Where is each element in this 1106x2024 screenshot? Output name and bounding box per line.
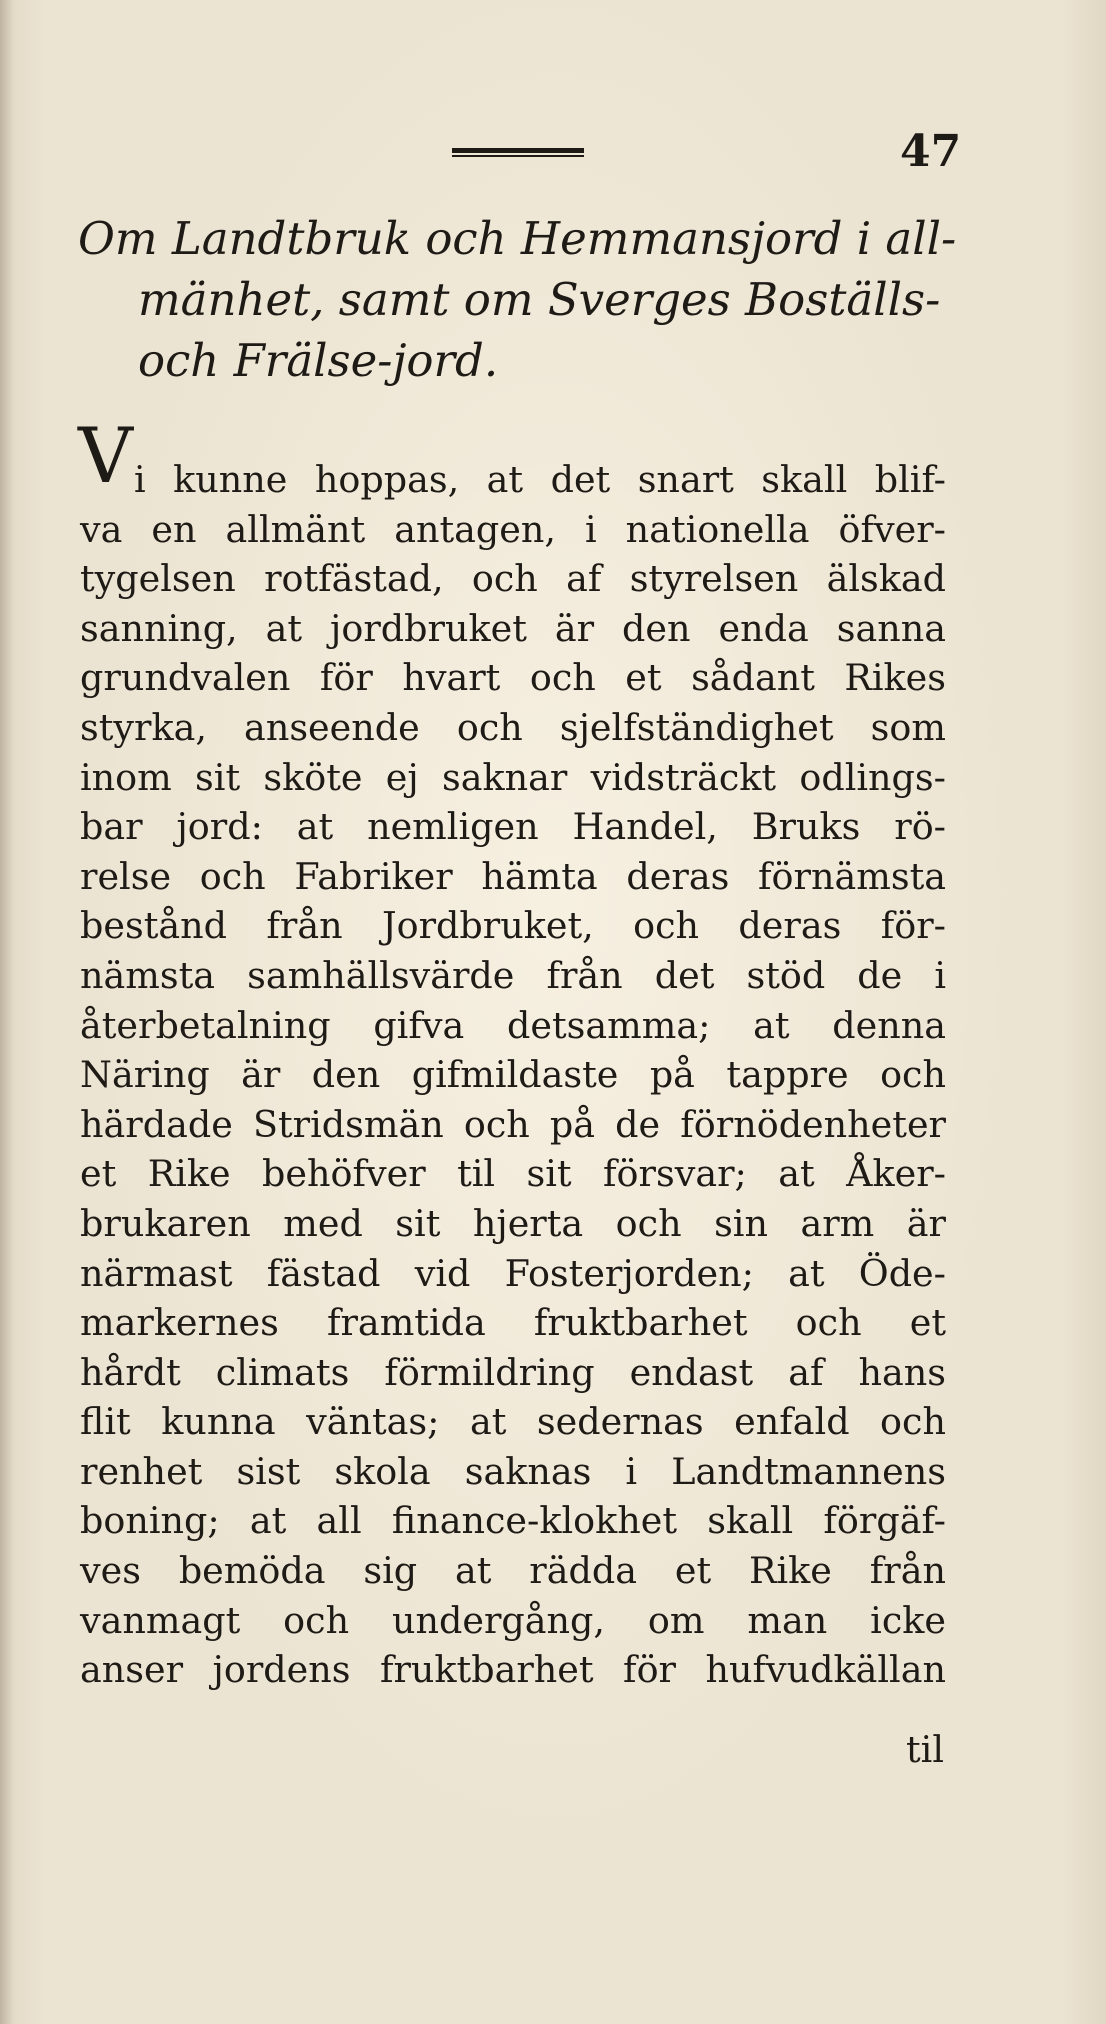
chapter-heading	[78, 208, 978, 391]
body-line: sanning, at jordbruket är den enda sanna	[80, 606, 946, 650]
heading-line-2: mänhet, samt om Sverges Boställs-	[138, 273, 941, 326]
drop-cap: V	[78, 411, 133, 500]
heading-line-3: och Frälse-jord.	[138, 334, 499, 387]
body-line: hårdt climats förmildring endast af hans	[80, 1350, 946, 1394]
body-line: inom sit sköte ej saknar vidsträckt odlings-	[80, 755, 946, 799]
body-line: närmast fästad vid Fosterjorden; at Öde-	[80, 1251, 946, 1295]
body-line: Näring är den gifmildaste på tappre och	[80, 1053, 946, 1097]
body-line: bestånd från Jordbruket, och deras för-	[80, 904, 946, 948]
body-line: flit kunna väntas; at sedernas enfald och	[80, 1400, 946, 1444]
body-line: återbetalning gifva detsamma; at denna	[80, 1003, 946, 1047]
body-line: anser jordens fruktbarhet för hufvudkällan	[80, 1648, 946, 1692]
heading-line-1: Om Landtbruk och Hemmansjord i all-	[78, 212, 957, 265]
page-number: 47	[900, 126, 962, 177]
body-line: i kunne hoppas, at det snart skall blif-	[134, 458, 946, 501]
body-line: grundvalen för hvart och et sådant Rikes	[80, 656, 946, 700]
body-line: markernes framtida fruktbarhet och et	[80, 1301, 946, 1345]
body-line: renhet sist skola saknas i Landtmannens	[80, 1449, 946, 1493]
body-line: et Rike behöfver til sit försvar; at Åker-	[80, 1152, 946, 1196]
body-line: styrka, anseende och sjelfständighet som	[80, 705, 946, 749]
body-paragraph	[80, 455, 946, 1695]
body-line: vanmagt och undergång, om man icke	[80, 1598, 946, 1642]
catchword: til	[905, 1728, 944, 1771]
body-line: tygelsen rotfästad, och af styrelsen älskad	[80, 557, 946, 601]
body-line: va en allmänt antagen, i nationella öfver-	[80, 507, 946, 551]
body-line: brukaren med sit hjerta och sin arm är	[80, 1201, 946, 1245]
body-line: härdade Stridsmän och på de förnödenheter	[80, 1102, 946, 1146]
body-line: relse och Fabriker hämta deras förnämsta	[80, 854, 946, 898]
body-line: boning; at all finance-klokhet skall förgäf-	[80, 1499, 946, 1543]
page-edge-shadow	[0, 0, 14, 2024]
body-line: nämsta samhällsvärde från det stöd de i	[80, 953, 946, 997]
body-line: bar jord: at nemligen Handel, Bruks rö-	[80, 805, 946, 849]
body-line: ves bemöda sig at rädda et Rike från	[80, 1549, 946, 1593]
header-rule	[452, 148, 584, 157]
